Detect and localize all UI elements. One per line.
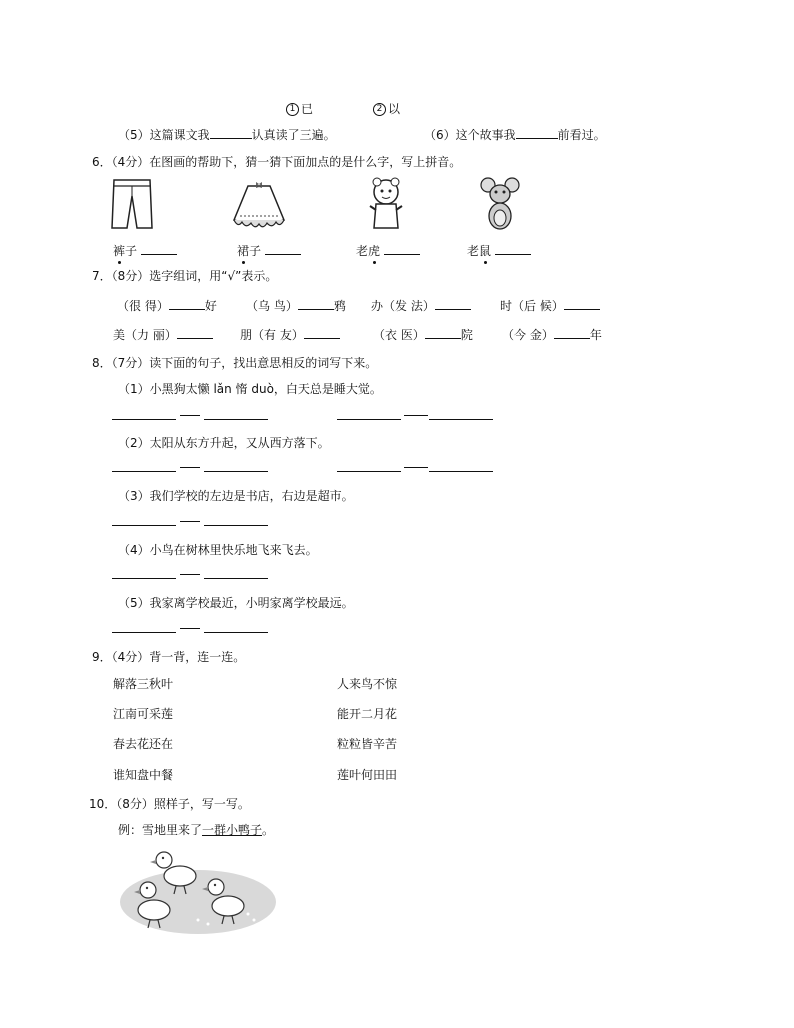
q7-item-7 (373, 326, 473, 343)
q8-sentence-1: （1）小黑狗太懒 lǎn 惰 duò，白天总是睡大觉。 (118, 382, 382, 396)
q5-text-pre: （5）这篇课文我 (118, 128, 210, 142)
q8-1a-dash (180, 415, 200, 416)
q7-item-4-choice: （后 候） (512, 299, 564, 313)
q6-word-4-dotted: 鼠 (479, 244, 492, 258)
q7-item-6-pre: 朋 (240, 328, 253, 342)
skirt-image (226, 176, 292, 232)
q7-item-3-pre: 办 (371, 299, 384, 313)
q10-example-post: 。 (262, 823, 275, 837)
q8-sentence-2: （2）太阳从东方升起，又从西方落下。 (118, 436, 330, 450)
q6-word-1-rest: 子 (125, 244, 138, 258)
q6-word-2-rest: 子 (249, 244, 262, 258)
q8-2b-blank-right[interactable] (429, 471, 493, 472)
q5-blank[interactable] (210, 126, 252, 139)
q7-item-2-choice: （乌 鸟） (246, 299, 298, 313)
q7-item-5 (113, 326, 213, 343)
q6-word-mouse (467, 242, 531, 259)
q6s-text-pre: （6）这个故事我 (424, 128, 516, 142)
q7-item-2-after: 鸦 (333, 299, 346, 313)
q6-word-pants (113, 242, 177, 259)
q7-item-8-blank[interactable] (554, 326, 590, 339)
q6-word-4-blank[interactable] (495, 242, 531, 255)
q9-right-3[interactable]: 粒粒皆辛苦 (337, 737, 398, 751)
option-1 (286, 100, 313, 117)
q6-word-2-dotted: 裙 (237, 244, 250, 258)
q7-item-4-pre: 时 (500, 299, 513, 313)
q7-item-7-after: 院 (460, 328, 473, 342)
q8-2a-dash (180, 467, 200, 468)
q8-2a-blank-left[interactable] (112, 471, 176, 472)
q8-sentence-5: （5）我家离学校最近，小明家离学校最远。 (118, 596, 354, 610)
q9-right-1[interactable]: 人来鸟不惊 (337, 677, 398, 691)
q10-example-pre: 例：雪地里来了 (118, 823, 203, 837)
q8-header: 8．（7分）读下面的句子，找出意思相反的词写下来。 (92, 356, 378, 370)
q8-3-blank-right[interactable] (204, 525, 268, 526)
q8-sentence-4: （4）小鸟在树林里快乐地飞来飞去。 (118, 543, 318, 557)
q8-2b-dash (404, 467, 428, 468)
q9-left-4[interactable]: 谁知盘中餐 (113, 768, 174, 782)
q7-item-1 (117, 297, 217, 314)
q7-item-3 (371, 297, 471, 314)
mouse-image (478, 176, 522, 232)
q6-word-3-pre: 老 (356, 244, 369, 258)
q7-item-1-choice: （很 得） (117, 299, 169, 313)
q6-sentence (424, 126, 606, 143)
q6-word-4-pre: 老 (467, 244, 480, 258)
q6-word-1-blank[interactable] (141, 242, 177, 255)
option-1-text: 已 (301, 102, 314, 116)
q10-example-underlined: 一群小鸭子 (202, 823, 263, 837)
q9-right-2[interactable]: 能开二月花 (337, 707, 398, 721)
q8-3-dash (180, 521, 200, 522)
q6-word-skirt (237, 242, 301, 259)
q6-word-2-blank[interactable] (265, 242, 301, 255)
q8-1b-blank-left[interactable] (337, 419, 401, 420)
q7-item-4-blank[interactable] (564, 297, 600, 310)
q7-item-5-choice: （力 丽） (125, 328, 177, 342)
q9-left-3[interactable]: 春去花还在 (113, 737, 174, 751)
q7-item-2-blank[interactable] (298, 297, 334, 310)
q9-left-1[interactable]: 解落三秋叶 (113, 677, 174, 691)
q8-5-blank-left[interactable] (112, 632, 176, 633)
option-2 (373, 100, 400, 117)
q6s-text-post: 前看过。 (557, 128, 606, 142)
q7-item-8-choice: （今 金） (502, 328, 554, 342)
q7-item-6 (240, 326, 340, 343)
q7-item-3-choice: （发 法） (383, 299, 435, 313)
q6-word-3-dotted: 虎 (368, 244, 381, 258)
q7-item-7-blank[interactable] (425, 326, 461, 339)
q7-item-4 (500, 297, 600, 314)
q6-header: 6．（4分）在图画的帮助下，猜一猜下面加点的是什么字，写上拼音。 (92, 155, 462, 169)
q7-item-1-after: 好 (204, 299, 217, 313)
q8-1b-blank-right[interactable] (429, 419, 493, 420)
q7-item-5-blank[interactable] (177, 326, 213, 339)
q8-2a-blank-right[interactable] (204, 471, 268, 472)
q6-word-tiger (356, 242, 420, 259)
q6-word-1-dotted: 裤 (113, 244, 126, 258)
q9-right-4[interactable]: 莲叶何田田 (337, 768, 398, 782)
q6s-blank[interactable] (516, 126, 558, 139)
q8-1a-blank-right[interactable] (204, 419, 268, 420)
q8-2b-blank-left[interactable] (337, 471, 401, 472)
q9-header: 9．（4分）背一背，连一连。 (92, 650, 246, 664)
ducklings-image (118, 840, 280, 938)
q7-item-5-pre: 美 (113, 328, 126, 342)
q9-left-2[interactable]: 江南可采莲 (113, 707, 174, 721)
q10-example (118, 821, 274, 838)
q8-3-blank-left[interactable] (112, 525, 176, 526)
q10-header: 10．（8分）照样子，写一写。 (89, 797, 250, 811)
q5-sentence (118, 126, 336, 143)
q7-item-2 (246, 297, 346, 314)
q8-4-blank-left[interactable] (112, 578, 176, 579)
q8-sentence-3: （3）我们学校的左边是书店，右边是超市。 (118, 489, 354, 503)
option-1-number: 1 (286, 103, 299, 116)
option-2-text: 以 (388, 102, 401, 116)
q7-item-8 (502, 326, 602, 343)
q7-header: 7．（8分）选字组词，用“√”表示。 (92, 269, 278, 283)
q8-4-dash (180, 574, 200, 575)
q8-1a-blank-left[interactable] (112, 419, 176, 420)
q8-1b-dash (404, 415, 428, 416)
q7-item-1-blank[interactable] (169, 297, 205, 310)
q8-5-blank-right[interactable] (204, 632, 268, 633)
q7-item-3-blank[interactable] (435, 297, 471, 310)
option-2-number: 2 (373, 103, 386, 116)
tiger-image (364, 176, 408, 232)
q6-word-3-blank[interactable] (384, 242, 420, 255)
pants-image (110, 176, 154, 232)
q7-item-6-blank[interactable] (304, 326, 340, 339)
q8-4-blank-right[interactable] (204, 578, 268, 579)
q7-item-7-choice: （衣 医） (373, 328, 425, 342)
q8-5-dash (180, 628, 200, 629)
q7-item-8-after: 年 (589, 328, 602, 342)
q5-text-post: 认真读了三遍。 (251, 128, 336, 142)
q7-item-6-choice: （有 友） (252, 328, 304, 342)
